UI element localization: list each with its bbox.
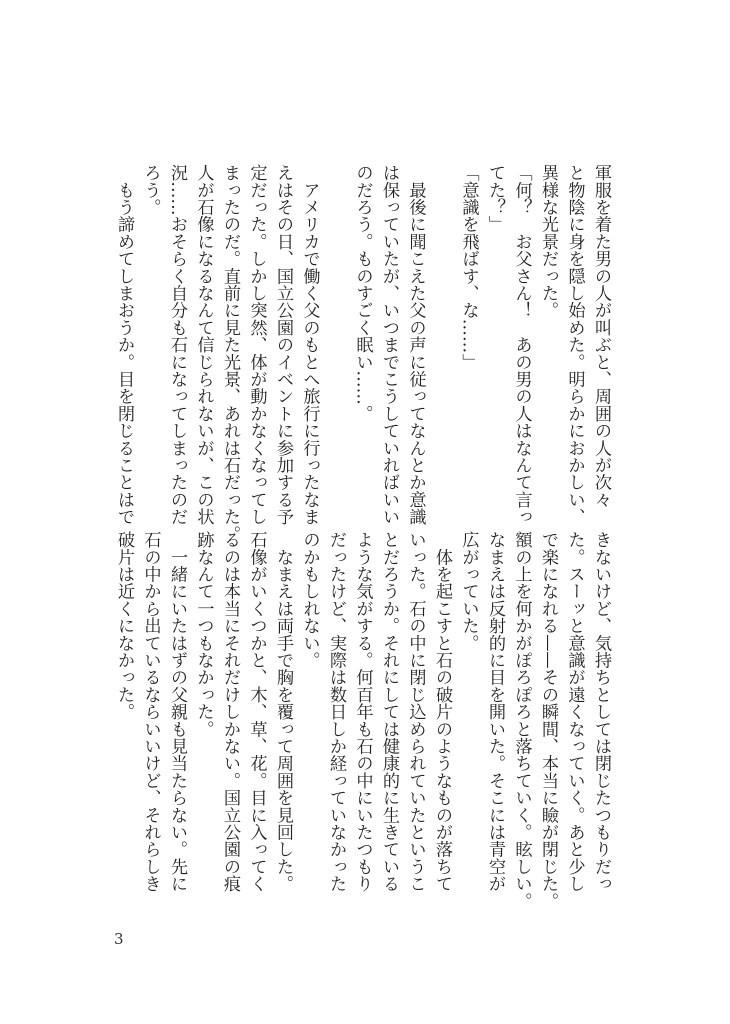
text-line: で楽になれる——その瞬間、本当に瞼が閉じた。 [538, 531, 558, 910]
text-line: 一緒にいたはずの父親も見当たらない。先に [167, 531, 187, 893]
text-line: いった。石の中に閉じ込められていたというこ [405, 531, 426, 893]
text-line [323, 164, 350, 514]
text-line: えはその日、国立公園のイベントに参加する予 [273, 164, 293, 526]
text-block-top [111, 164, 615, 543]
text-line: ような気がする。何百年も石の中にいたつもり [352, 531, 373, 893]
text-line: 石像がいくつかと、木、草、花。目に入ってく [246, 531, 267, 893]
text-line: とだろうか。それにしては健康的に生きている [379, 531, 399, 893]
text-line: のかもしれない。 [299, 531, 320, 669]
text-line: は保っていたが、いつまでこうしていればいい [379, 164, 399, 526]
text-line: だったけど、実際は数日しか経っていなかった [326, 531, 346, 893]
text-line: きないけど、気持ちとしては閉じたつもりだっ [591, 531, 611, 893]
text-line: まったのだ。直前に見た光景、あれは石だった。 [220, 164, 240, 543]
text-line: なまえは反射的に目を開いた。そこには青空が [485, 531, 505, 893]
text-line: アメリカで働く父のもとへ旅行に行ったなま [299, 164, 320, 526]
text-line: 石の中から出ているならいいけど、それらしき [140, 531, 161, 893]
text-line: 況……おそらく自分も石になってしまったのだ [167, 164, 187, 526]
text-block-bottom [111, 531, 615, 910]
text-line: 体を起こすと石の破片のようなものが落ちて [432, 531, 452, 893]
text-line: なまえは両手で胸を覆って周囲を見回した。 [273, 531, 293, 893]
text-line [429, 164, 456, 514]
text-line: た。スーッと意識が遠くなっていく。あと少し [564, 531, 585, 893]
text-line: と物陰に身を隠し始めた。明らかにおかしい、 [564, 164, 585, 526]
text-line: 異様な光景だった。 [538, 164, 558, 319]
text-line: もう諦めてしまおうか。目を閉じることはで [114, 164, 134, 526]
text-line: てた？」 [485, 164, 505, 233]
text-line: 軍服を着た男の人が叫ぶと、周囲の人が次々 [591, 164, 611, 508]
text-line: 定だった。しかし突然、体が動かなくなってし [246, 164, 267, 526]
text-line: 人が石像になるなんて信じられないが、この状 [193, 164, 214, 526]
text-line: 広がっていた。 [458, 531, 479, 652]
text-line: 「意識を飛ばす、な……」 [458, 164, 479, 371]
text-line: ろう。 [140, 164, 161, 216]
text-line: るのは本当にそれだけしかない。国立公園の痕 [220, 531, 240, 893]
text-line: 最後に聞こえた父の声に従ってなんとか意識 [405, 164, 426, 526]
text-line: 跡なんて一つもなかった。 [193, 531, 214, 738]
text-line: のだろう。ものすごく眠い……。 [352, 164, 373, 422]
page-number: 3 [114, 930, 124, 948]
text-line: 破片は近くになかった。 [114, 531, 134, 721]
text-line: 額の上を何かがぽろぽろと落ちていく。眩しい。 [511, 531, 532, 910]
text-line: 「何？ お父さん！ あの男の人はなんて言っ [511, 164, 532, 526]
